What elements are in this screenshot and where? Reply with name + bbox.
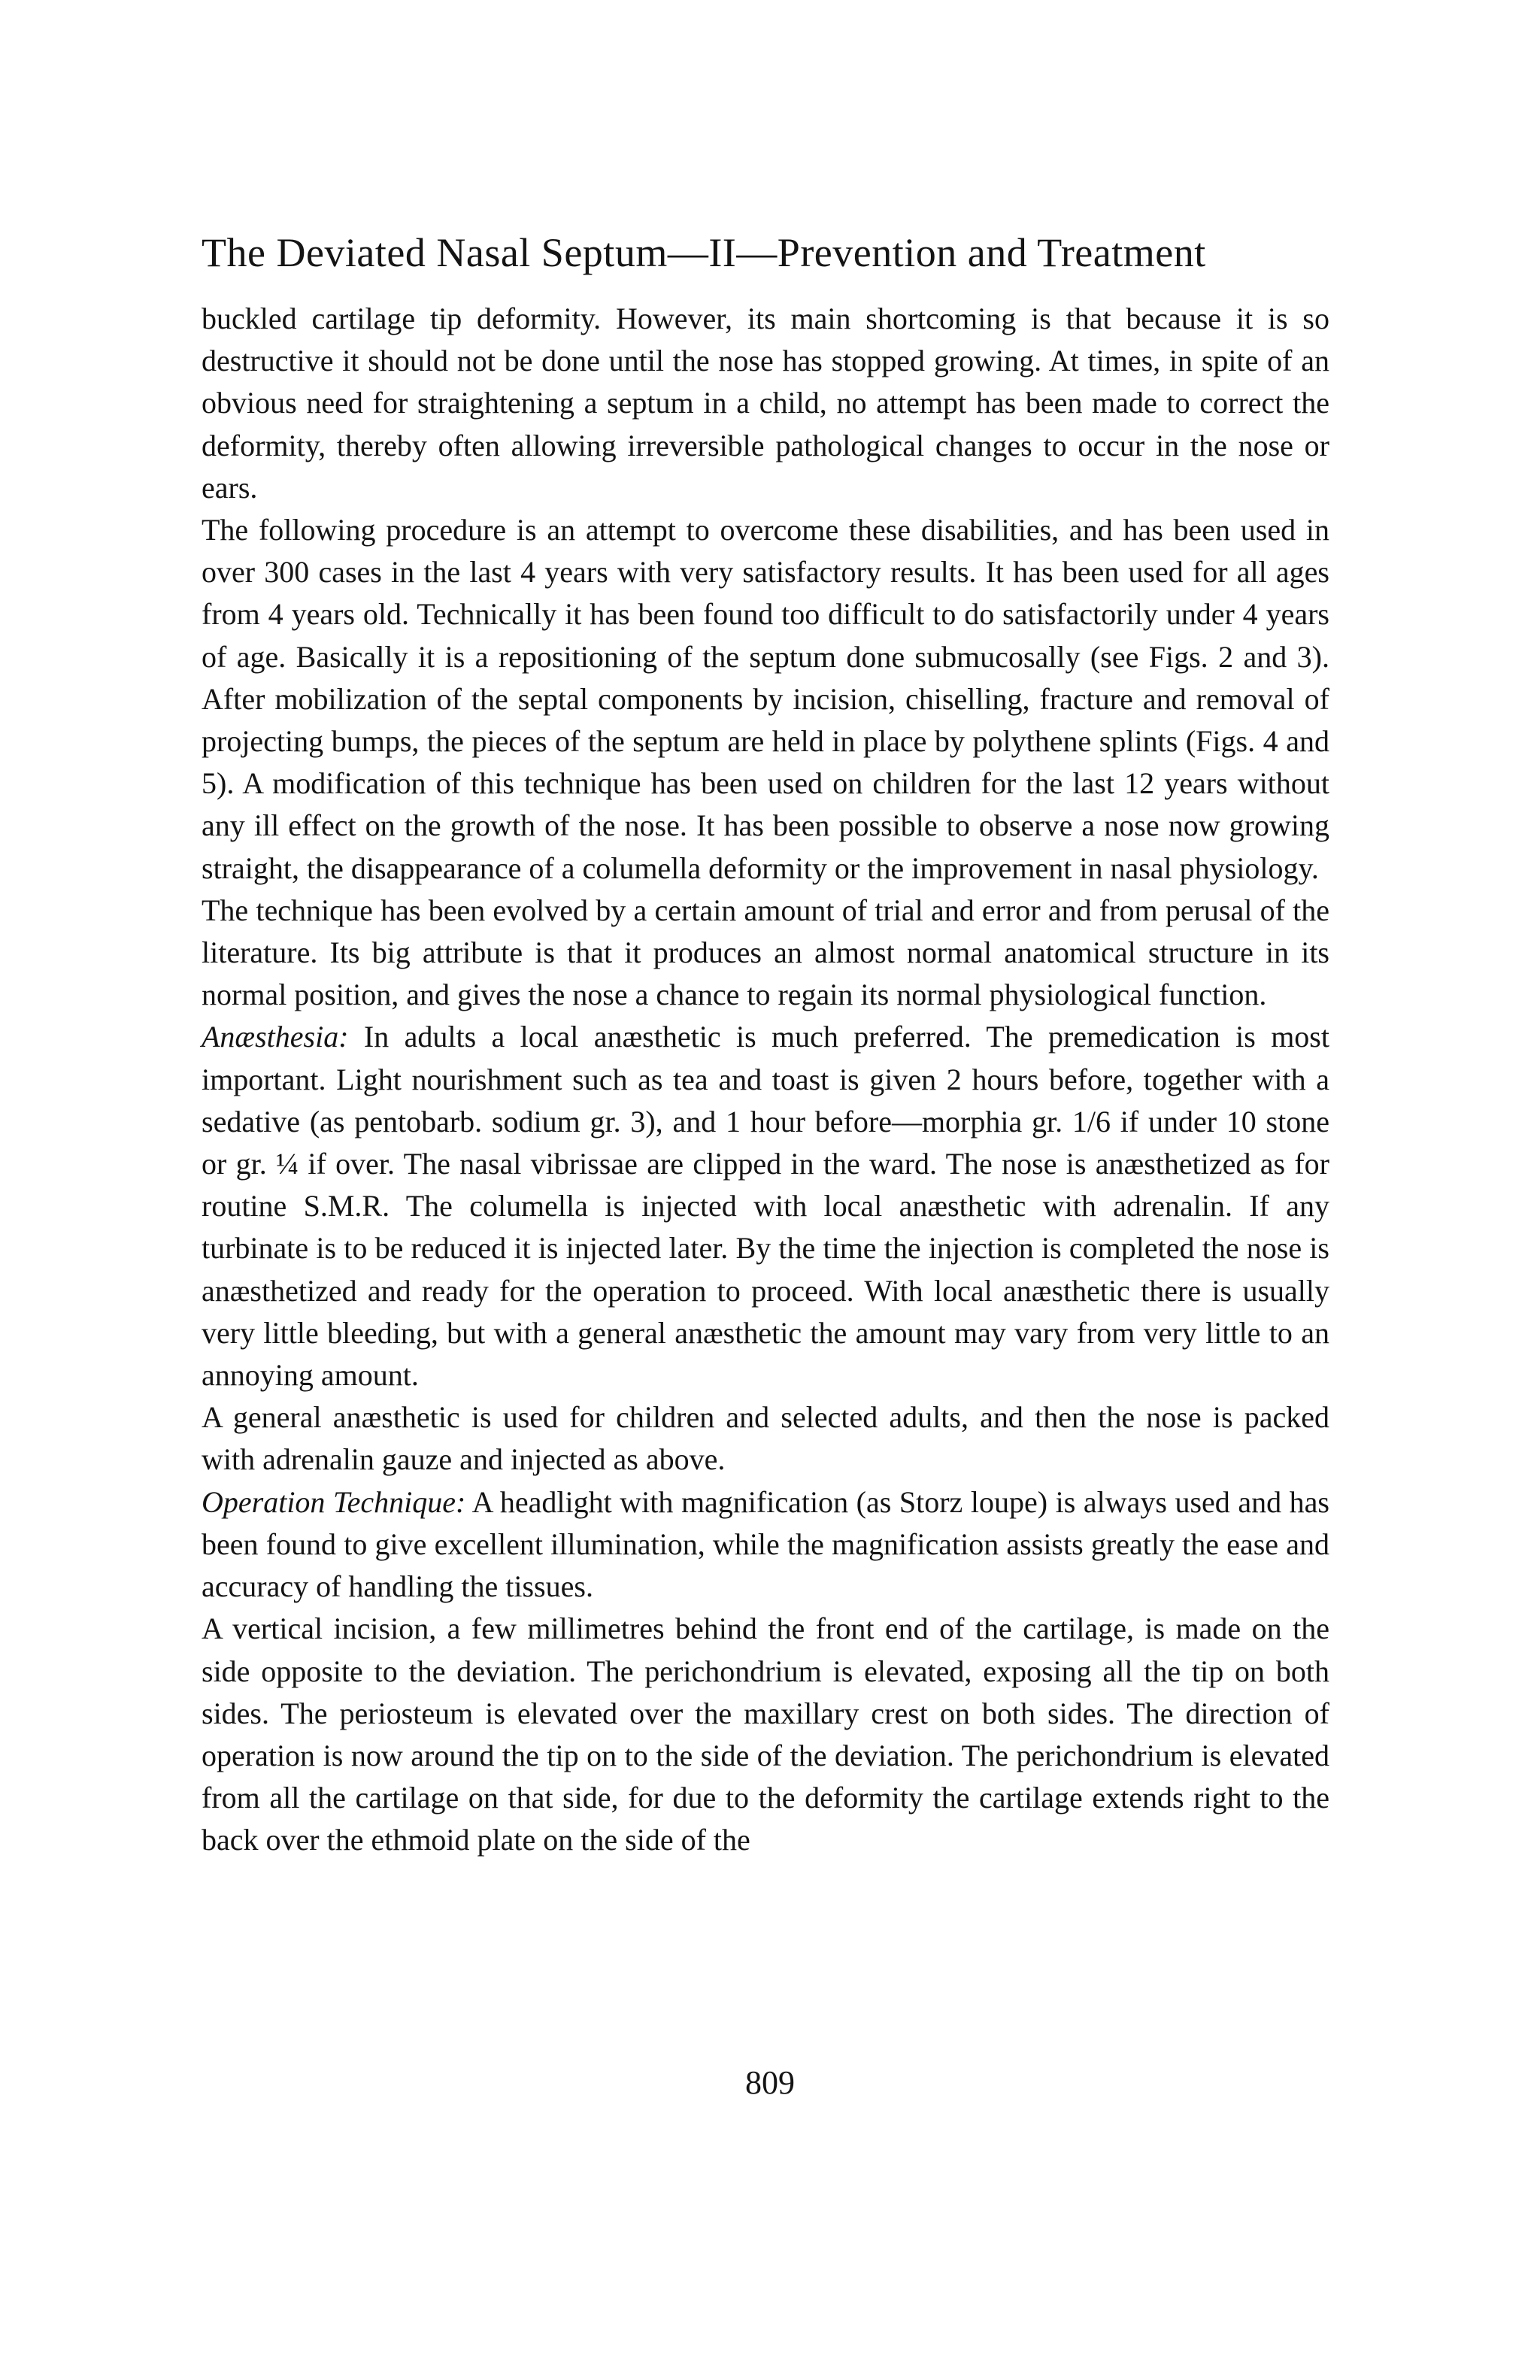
paragraph (202, 1481, 1329, 1608)
paragraph: A vertical incision, a few millimetres behind the front end of the cartilage, is made on the side opposite to the deviation. The perichondrium is elevated, exposing all the tip on both sides. The periosteum is elevated over the maxillary crest on both sides. The direction of operation is now around the tip on to the side of the deviation. The perichondrium is elevated from all the cartilage on that side, for due to the deformity the cartilage extends right to the back over the ethmoid plate on the side of the (202, 1611, 1329, 1857)
body-text (202, 298, 1329, 1862)
page-number: 809 (745, 2064, 795, 2101)
paragraph: The technique has been evolved by a certain amount of trial and error and from perusal of the literature. Its big attribute is that it produces an almost normal anatomical structure in its normal position, and gives the nose a chance to regain its normal physiological function. (202, 893, 1329, 1012)
paragraph: The following procedure is an attempt to overcome these disabilities, and has been used in over 300 cases in the last 4 years with very satisfactory results. It has been used for all ages from 4 years old. Technically it has been found too difficult to do satisfactorily under 4 years of age. Basically it is a repositioning of the septum done submucosally (see Figs. 2 and 3). After mobilization of the septal components by incision, chiselling, fracture and removal of projecting bumps, the pieces of the septum are held in place by polythene splints (Figs. 4 and 5). A modification of this technique has been used on children for the last 12 years without any ill effect on the growth of the nose. It has been possible to observe a nose now growing straight, the disappearance of a columella deformity or the improvement in nasal physiology. (202, 513, 1329, 885)
paragraph-text: In adults a local anæsthetic is much preferred. The premedication is most important. Light nourishment such as tea and toast is given 2 hours before, together with a sedative (as pentobarb. sodium gr. 3), and 1 hour before—morphia gr. 1/6 if under 10 stone or gr. ¼ if over. The nasal vibrissae are clipped in the ward. The nose is anæsthetized as for routine S.M.R. The columella is injected with local anæsthetic with adrenalin. If any turbinate is to be reduced it is injected later. By the time the injection is completed the nose is anæsthetized and ready for the operation to proceed. With local anæsthetic there is usually very little bleeding, but with a general anæsthetic the amount may vary from very little to an annoying amount. (202, 1020, 1329, 1393)
paragraph: A general anæsthetic is used for children and selected adults, and then the nose is packed with adrenalin gauze and injected as above. (202, 1400, 1329, 1477)
paragraph (202, 1016, 1329, 1396)
section-heading-operation-technique: Operation Technique: (202, 1484, 466, 1519)
section-heading-anaesthesia: Anæsthesia: (202, 1020, 349, 1054)
paragraph-text: A headlight with magnification (as Storz loupe) is always used and has been found to give excellent illumination, while the magnification assists greatly the ease and accuracy of handling the tissues. (202, 1484, 1329, 1604)
running-head: The Deviated Nasal Septum—II—Prevention and Treatment (202, 230, 1206, 275)
paragraph: buckled cartilage tip deformity. However, its main shortcoming is that because it is so destructive it should not be done until the nose has stopped growing. At times, in spite of an obvious need for straightening a septum in a child, no attempt has been made to correct the deformity, thereby often allowing irreversible pathological changes to occur in the nose or ears. (202, 302, 1329, 505)
